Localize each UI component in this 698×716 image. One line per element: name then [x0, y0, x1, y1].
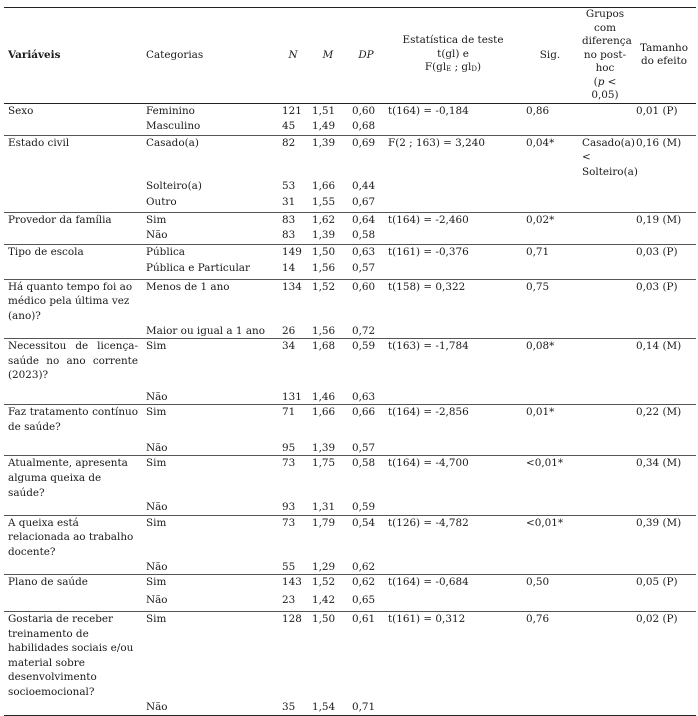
m-cell: 1,75 — [312, 457, 336, 470]
category-cell: Maior ou igual a 1 ano — [142, 324, 278, 339]
test-statistic-cell: t(126) = -4,782 — [388, 516, 469, 529]
m-cell: 1,62 — [312, 213, 336, 226]
variable-cell — [4, 441, 142, 456]
test-statistic-cell — [384, 119, 522, 135]
variable-cell — [4, 500, 142, 515]
n-cell: 128 — [282, 613, 302, 626]
dp-cell: 0,58 — [348, 228, 384, 244]
n-cell: 55 — [278, 560, 308, 575]
variable-cell: Faz tratamento contínuo de saúde? — [8, 406, 138, 433]
test-statistic-cell — [384, 261, 522, 279]
posthoc-cell — [578, 228, 632, 244]
header-estatistica-line3 — [388, 61, 518, 77]
n-cell: 149 — [282, 245, 302, 258]
sig-cell: 0,50 — [526, 576, 550, 589]
effect-size-cell — [632, 441, 696, 456]
n-cell: 34 — [282, 340, 296, 353]
header-grupos-line5 — [582, 76, 628, 103]
effect-size-cell — [632, 324, 696, 339]
m-cell: 1,56 — [308, 324, 348, 339]
dp-cell: 0,57 — [348, 441, 384, 456]
dp-cell: 0,67 — [348, 195, 384, 212]
dp-cell: 0,63 — [348, 390, 384, 405]
m-cell: 1,50 — [312, 245, 336, 258]
header-dp: DP — [348, 8, 384, 104]
variable-cell: Tipo de escola — [8, 245, 84, 258]
posthoc-cell — [578, 195, 632, 212]
category-cell: Sim — [146, 516, 167, 529]
posthoc-cell — [578, 593, 632, 612]
effect-size-cell: 0,05 (P) — [636, 576, 678, 589]
effect-size-cell — [632, 119, 696, 135]
effect-size-cell — [632, 700, 696, 716]
m-cell: 1,52 — [312, 280, 336, 293]
effect-size-cell — [632, 560, 696, 575]
m-cell: 1,29 — [308, 560, 348, 575]
header-estatistica — [384, 8, 522, 104]
header-n: N — [278, 8, 308, 104]
sig-cell: <0,01* — [526, 457, 564, 470]
effect-size-cell: 0,19 (M) — [636, 213, 682, 226]
posthoc-cell — [578, 179, 632, 195]
category-cell: Sim — [146, 613, 167, 626]
posthoc-cell — [578, 390, 632, 405]
table-row — [4, 456, 696, 500]
posthoc-cell — [578, 456, 632, 500]
header-row — [4, 8, 696, 104]
table-row — [4, 700, 696, 716]
effect-size-cell: 0,34 (M) — [636, 457, 682, 470]
sig-cell: 0,01* — [526, 406, 555, 419]
dp-cell: 0,65 — [348, 593, 384, 612]
test-statistic-cell — [384, 560, 522, 575]
m-cell: 1,31 — [308, 500, 348, 515]
header-tamanho — [632, 8, 696, 104]
dp-cell: 0,72 — [348, 324, 384, 339]
m-cell: 1,55 — [308, 195, 348, 212]
category-cell: Outro — [142, 195, 278, 212]
table-row — [4, 103, 696, 119]
dp-cell: 0,62 — [348, 560, 384, 575]
variable-cell — [4, 390, 142, 405]
header-estatistica-sep: ; gl — [451, 61, 472, 73]
table-row — [4, 195, 696, 212]
sig-cell — [522, 390, 578, 405]
table-row — [4, 339, 696, 390]
sig-cell: 0,08* — [526, 340, 555, 353]
posthoc-cell — [578, 500, 632, 515]
test-statistic-cell: t(164) = -0,184 — [388, 104, 469, 117]
paren: ( — [593, 75, 598, 88]
test-statistic-cell: t(161) = 0,312 — [388, 613, 466, 626]
effect-size-cell: 0,02 (P) — [636, 613, 678, 626]
m-cell: 1,42 — [308, 593, 348, 612]
m-cell: 1,46 — [308, 390, 348, 405]
header-sub-e: E — [446, 65, 452, 73]
n-cell: 121 — [282, 104, 302, 117]
effect-size-cell: 0,03 (P) — [636, 280, 678, 293]
sig-cell — [522, 560, 578, 575]
variable-cell — [4, 179, 142, 195]
table-row — [4, 324, 696, 339]
m-cell: 1,39 — [312, 136, 336, 149]
variable-cell: Gostaria de receber treinamento de habilidades sociais e/ou material sobre desenvolvimento socioemocional? — [8, 613, 134, 699]
n-cell: 71 — [282, 406, 296, 419]
variable-cell: A queixa está relacionada ao trabalho docente? — [8, 516, 134, 558]
sig-cell — [522, 441, 578, 456]
table-row — [4, 228, 696, 244]
header-categorias: Categorias — [142, 8, 278, 104]
dp-cell: 0,44 — [352, 180, 376, 193]
dp-cell: 0,59 — [352, 340, 376, 353]
header-grupos-line4: no post-hoc — [583, 48, 627, 74]
m-cell: 1,66 — [312, 180, 336, 193]
posthoc-cell — [578, 244, 632, 261]
sig-cell — [522, 700, 578, 716]
category-cell: Masculino — [142, 119, 278, 135]
m-cell: 1,50 — [312, 613, 336, 626]
test-statistic-cell: t(164) = -2,856 — [388, 406, 469, 419]
table-row — [4, 405, 696, 441]
category-cell: Solteiro(a) — [146, 180, 202, 193]
category-cell: Não — [142, 500, 278, 515]
m-cell: 1,39 — [308, 441, 348, 456]
n-cell: 143 — [282, 576, 302, 589]
table-row — [4, 119, 696, 135]
posthoc-cell: Casado(a) < Solteiro(a) — [582, 136, 638, 178]
variable-cell — [4, 119, 142, 135]
category-cell: Não — [142, 441, 278, 456]
category-cell: Sim — [146, 213, 167, 226]
n-cell: 45 — [278, 119, 308, 135]
posthoc-cell — [578, 103, 632, 119]
dp-cell: 0,58 — [352, 457, 376, 470]
m-cell: 1,68 — [312, 340, 336, 353]
header-estatistica-line2: t(gl) e — [437, 47, 469, 60]
effect-size-cell — [632, 261, 696, 279]
sig-cell — [522, 324, 578, 339]
sig-cell: 0,75 — [526, 280, 550, 293]
effect-size-cell — [632, 500, 696, 515]
header-grupos — [578, 8, 632, 104]
dp-cell: 0,59 — [348, 500, 384, 515]
table-row — [4, 500, 696, 515]
dp-cell: 0,71 — [348, 700, 384, 716]
test-statistic-cell: t(161) = -0,376 — [388, 245, 469, 258]
table-row — [4, 179, 696, 195]
test-statistic-cell — [384, 324, 522, 339]
p-symbol: p — [597, 75, 605, 88]
dp-cell: 0,60 — [352, 280, 376, 293]
effect-size-cell: 0,16 (M) — [636, 136, 682, 149]
header-tamanho-line1: Tamanho — [639, 41, 688, 54]
category-cell: Não — [142, 390, 278, 405]
effect-size-cell: 0,01 (P) — [636, 104, 678, 117]
posthoc-cell — [578, 261, 632, 279]
header-grupos-line2: com — [594, 21, 616, 34]
category-cell: Não — [142, 593, 278, 612]
m-cell: 1,49 — [308, 119, 348, 135]
results-table — [4, 7, 696, 716]
m-cell: 1,51 — [312, 104, 336, 117]
n-cell: 131 — [278, 390, 308, 405]
category-cell: Sim — [146, 576, 167, 589]
effect-size-cell — [632, 228, 696, 244]
variable-cell — [4, 593, 142, 612]
n-cell: 82 — [282, 136, 296, 149]
posthoc-cell — [578, 405, 632, 441]
sig-cell: <0,01* — [526, 516, 564, 529]
table-body — [4, 103, 696, 716]
n-cell: 83 — [282, 213, 296, 226]
table-row — [4, 135, 696, 179]
header-m: M — [308, 8, 348, 104]
sig-cell — [522, 261, 578, 279]
category-cell: Menos de 1 ano — [146, 280, 230, 293]
table-row — [4, 261, 696, 279]
dp-cell: 0,57 — [348, 261, 384, 279]
posthoc-cell — [578, 560, 632, 575]
dp-cell: 0,69 — [352, 136, 376, 149]
table-row — [4, 279, 696, 323]
category-cell: Não — [142, 560, 278, 575]
table-row — [4, 515, 696, 559]
test-statistic-cell — [384, 593, 522, 612]
variable-cell — [4, 700, 142, 716]
effect-size-cell — [632, 593, 696, 612]
sig-cell: 0,04* — [526, 136, 555, 149]
test-statistic-cell — [384, 390, 522, 405]
header-estatistica-close: ) — [477, 61, 482, 73]
sig-cell: 0,71 — [526, 245, 550, 258]
m-cell: 1,52 — [312, 576, 336, 589]
n-cell: 93 — [278, 500, 308, 515]
effect-size-cell: 0,22 (M) — [636, 406, 682, 419]
posthoc-cell — [578, 700, 632, 716]
dp-cell: 0,63 — [352, 245, 376, 258]
variable-cell: Plano de saúde — [8, 576, 88, 589]
variable-cell — [4, 195, 142, 212]
posthoc-cell — [578, 119, 632, 135]
header-estatistica-line1: Estatística de teste — [402, 34, 504, 46]
n-cell: 53 — [282, 180, 296, 193]
m-cell: 1,56 — [308, 261, 348, 279]
posthoc-cell — [578, 515, 632, 559]
sig-cell — [522, 179, 578, 195]
p-threshold: < 0,05) — [591, 75, 619, 101]
category-cell: Não — [142, 700, 278, 716]
test-statistic-cell: t(164) = -4,700 — [388, 457, 469, 470]
variable-cell — [4, 560, 142, 575]
dp-cell: 0,66 — [352, 406, 376, 419]
test-statistic-cell: t(158) = 0,322 — [388, 280, 466, 293]
sig-cell: 0,02* — [526, 213, 555, 226]
variable-cell — [4, 324, 142, 339]
variable-cell: Necessitou de licença-saúde no ano corrente (2023)? — [8, 340, 138, 382]
sig-cell — [522, 500, 578, 515]
m-cell: 1,54 — [308, 700, 348, 716]
table-row — [4, 560, 696, 575]
variable-cell: Provedor da família — [8, 213, 112, 226]
dp-cell: 0,64 — [352, 213, 376, 226]
sig-cell: 0,86 — [526, 104, 550, 117]
effect-size-cell — [632, 195, 696, 212]
header-grupos-line3: diferença — [582, 35, 632, 47]
m-cell: 1,66 — [312, 406, 336, 419]
table-row — [4, 212, 696, 228]
variable-cell: Atualmente, apresenta alguma queixa de saúde? — [8, 457, 128, 499]
table-row — [4, 593, 696, 612]
test-statistic-cell — [384, 228, 522, 244]
effect-size-cell — [632, 179, 696, 195]
header-sig: Sig. — [522, 8, 578, 104]
category-cell: Sim — [146, 406, 167, 419]
table-row — [4, 575, 696, 593]
category-cell: Feminino — [146, 104, 195, 117]
table-row — [4, 244, 696, 261]
n-cell: 35 — [278, 700, 308, 716]
sig-cell — [522, 119, 578, 135]
m-cell: 1,79 — [312, 516, 336, 529]
test-statistic-cell: F(2 ; 163) = 3,240 — [388, 136, 485, 149]
variable-cell: Há quanto tempo foi ao médico pela última vez (ano)? — [8, 280, 133, 322]
category-cell: Pública e Particular — [142, 261, 278, 279]
sig-cell — [522, 593, 578, 612]
dp-cell: 0,54 — [352, 516, 376, 529]
n-cell: 23 — [278, 593, 308, 612]
category-cell: Pública — [146, 245, 185, 258]
sig-cell: 0,76 — [526, 613, 550, 626]
test-statistic-cell — [384, 441, 522, 456]
test-statistic-cell: t(163) = -1,784 — [388, 340, 469, 353]
n-cell: 14 — [278, 261, 308, 279]
variable-cell — [4, 228, 142, 244]
dp-cell: 0,62 — [352, 576, 376, 589]
category-cell: Sim — [146, 457, 167, 470]
posthoc-cell — [578, 339, 632, 390]
posthoc-cell — [578, 441, 632, 456]
dp-cell: 0,60 — [352, 104, 376, 117]
effect-size-cell: 0,03 (P) — [636, 245, 678, 258]
header-estatistica-f: F(gl — [424, 61, 447, 73]
n-cell: 26 — [278, 324, 308, 339]
posthoc-cell — [578, 324, 632, 339]
effect-size-cell: 0,14 (M) — [636, 340, 682, 353]
n-cell: 73 — [282, 516, 296, 529]
n-cell: 95 — [278, 441, 308, 456]
dp-cell: 0,61 — [352, 613, 376, 626]
m-cell: 1,39 — [308, 228, 348, 244]
sig-cell — [522, 228, 578, 244]
n-cell: 73 — [282, 457, 296, 470]
posthoc-cell — [578, 575, 632, 593]
variable-cell: Estado civil — [8, 136, 70, 149]
header-grupos-line1: Grupos — [585, 8, 625, 20]
test-statistic-cell — [384, 195, 522, 212]
header-tamanho-line2: do efeito — [640, 55, 688, 68]
table-row — [4, 390, 696, 405]
test-statistic-cell — [384, 500, 522, 515]
n-cell: 134 — [282, 280, 302, 293]
test-statistic-cell — [384, 179, 522, 195]
variable-cell: Sexo — [8, 104, 34, 117]
category-cell: Não — [142, 228, 278, 244]
posthoc-cell — [578, 279, 632, 323]
n-cell: 83 — [278, 228, 308, 244]
test-statistic-cell: t(164) = -0,684 — [388, 576, 469, 589]
category-cell: Casado(a) — [146, 136, 199, 149]
n-cell: 31 — [278, 195, 308, 212]
table-row — [4, 441, 696, 456]
dp-cell: 0,68 — [348, 119, 384, 135]
variable-cell — [4, 261, 142, 279]
posthoc-cell — [578, 212, 632, 228]
category-cell: Sim — [146, 340, 167, 353]
test-statistic-cell — [384, 700, 522, 716]
sig-cell — [522, 195, 578, 212]
test-statistic-cell: t(164) = -2,460 — [388, 213, 469, 226]
effect-size-cell — [632, 390, 696, 405]
effect-size-cell: 0,39 (M) — [636, 516, 682, 529]
header-sub-d: D — [471, 65, 478, 73]
header-variaveis: Variáveis — [4, 8, 142, 104]
